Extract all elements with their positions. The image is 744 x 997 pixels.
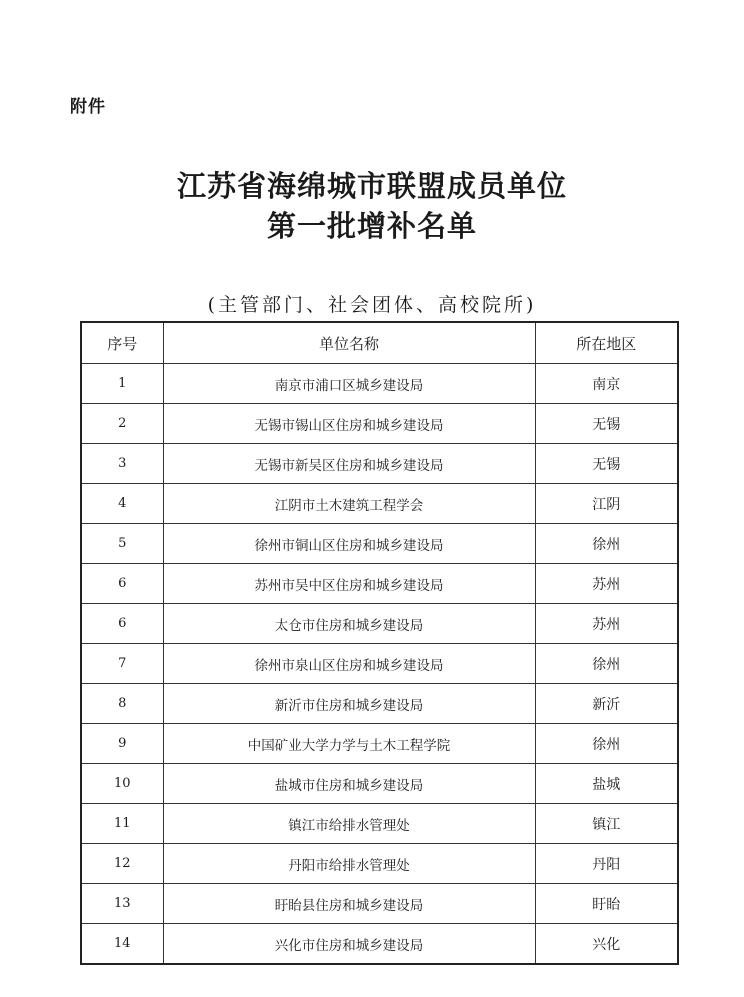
table-row bbox=[81, 764, 678, 804]
row-region: 新沂 bbox=[535, 684, 678, 724]
row-unit-name: 太仓市住房和城乡建设局 bbox=[163, 604, 535, 644]
row-seq: 3 bbox=[81, 444, 163, 484]
row-seq: 6 bbox=[81, 604, 163, 644]
table-header-row bbox=[81, 322, 678, 364]
row-unit-name: 新沂市住房和城乡建设局 bbox=[163, 684, 535, 724]
row-unit-name: 镇江市给排水管理处 bbox=[163, 804, 535, 844]
table-row bbox=[81, 604, 678, 644]
member-list-table bbox=[80, 321, 679, 965]
table-row bbox=[81, 484, 678, 524]
row-region: 江阴 bbox=[535, 484, 678, 524]
row-seq: 5 bbox=[81, 524, 163, 564]
row-seq: 9 bbox=[81, 724, 163, 764]
document-title-line1: 江苏省海绵城市联盟成员单位 bbox=[176, 169, 567, 203]
row-seq: 6 bbox=[81, 564, 163, 604]
table-row bbox=[81, 844, 678, 884]
row-region: 镇江 bbox=[535, 804, 678, 844]
row-unit-name: 盱眙县住房和城乡建设局 bbox=[163, 884, 535, 924]
table-row bbox=[81, 404, 678, 444]
row-unit-name: 兴化市住房和城乡建设局 bbox=[163, 924, 535, 965]
row-unit-name: 丹阳市给排水管理处 bbox=[163, 844, 535, 884]
row-region: 兴化 bbox=[535, 924, 678, 965]
row-unit-name: 江阴市土木建筑工程学会 bbox=[163, 484, 535, 524]
row-region: 无锡 bbox=[535, 444, 678, 484]
row-region: 无锡 bbox=[535, 404, 678, 444]
row-seq: 7 bbox=[81, 644, 163, 684]
row-seq: 1 bbox=[81, 364, 163, 404]
row-seq: 12 bbox=[81, 844, 163, 884]
column-header-seq: 序号 bbox=[81, 322, 163, 364]
document-title-line2: 第一批增补名单 bbox=[266, 209, 477, 243]
table-row bbox=[81, 524, 678, 564]
table-row bbox=[81, 684, 678, 724]
table-row bbox=[81, 644, 678, 684]
row-unit-name: 中国矿业大学力学与土木工程学院 bbox=[163, 724, 535, 764]
row-seq: 14 bbox=[81, 924, 163, 965]
table-row bbox=[81, 924, 678, 965]
row-region: 徐州 bbox=[535, 524, 678, 564]
table-row bbox=[81, 724, 678, 764]
table-row bbox=[81, 884, 678, 924]
row-region: 苏州 bbox=[535, 564, 678, 604]
row-unit-name: 徐州市泉山区住房和城乡建设局 bbox=[163, 644, 535, 684]
row-seq: 2 bbox=[81, 404, 163, 444]
row-seq: 4 bbox=[81, 484, 163, 524]
attachment-label: 附件 bbox=[70, 97, 106, 117]
row-region: 南京 bbox=[535, 364, 678, 404]
table-row bbox=[81, 444, 678, 484]
column-header-name: 单位名称 bbox=[163, 322, 535, 364]
row-unit-name: 苏州市吴中区住房和城乡建设局 bbox=[163, 564, 535, 604]
row-seq: 13 bbox=[81, 884, 163, 924]
row-unit-name: 盐城市住房和城乡建设局 bbox=[163, 764, 535, 804]
row-unit-name: 无锡市锡山区住房和城乡建设局 bbox=[163, 404, 535, 444]
row-region: 盐城 bbox=[535, 764, 678, 804]
row-seq: 8 bbox=[81, 684, 163, 724]
row-unit-name: 南京市浦口区城乡建设局 bbox=[163, 364, 535, 404]
row-unit-name: 徐州市铜山区住房和城乡建设局 bbox=[163, 524, 535, 564]
row-seq: 11 bbox=[81, 804, 163, 844]
row-region: 苏州 bbox=[535, 604, 678, 644]
table-row bbox=[81, 804, 678, 844]
row-unit-name: 无锡市新吴区住房和城乡建设局 bbox=[163, 444, 535, 484]
row-seq: 10 bbox=[81, 764, 163, 804]
row-region: 盱眙 bbox=[535, 884, 678, 924]
row-region: 丹阳 bbox=[535, 844, 678, 884]
column-header-region: 所在地区 bbox=[535, 322, 678, 364]
table-row bbox=[81, 364, 678, 404]
row-region: 徐州 bbox=[535, 644, 678, 684]
document-subtitle: (主管部门、社会团体、高校院所) bbox=[207, 294, 537, 316]
table-row bbox=[81, 564, 678, 604]
row-region: 徐州 bbox=[535, 724, 678, 764]
